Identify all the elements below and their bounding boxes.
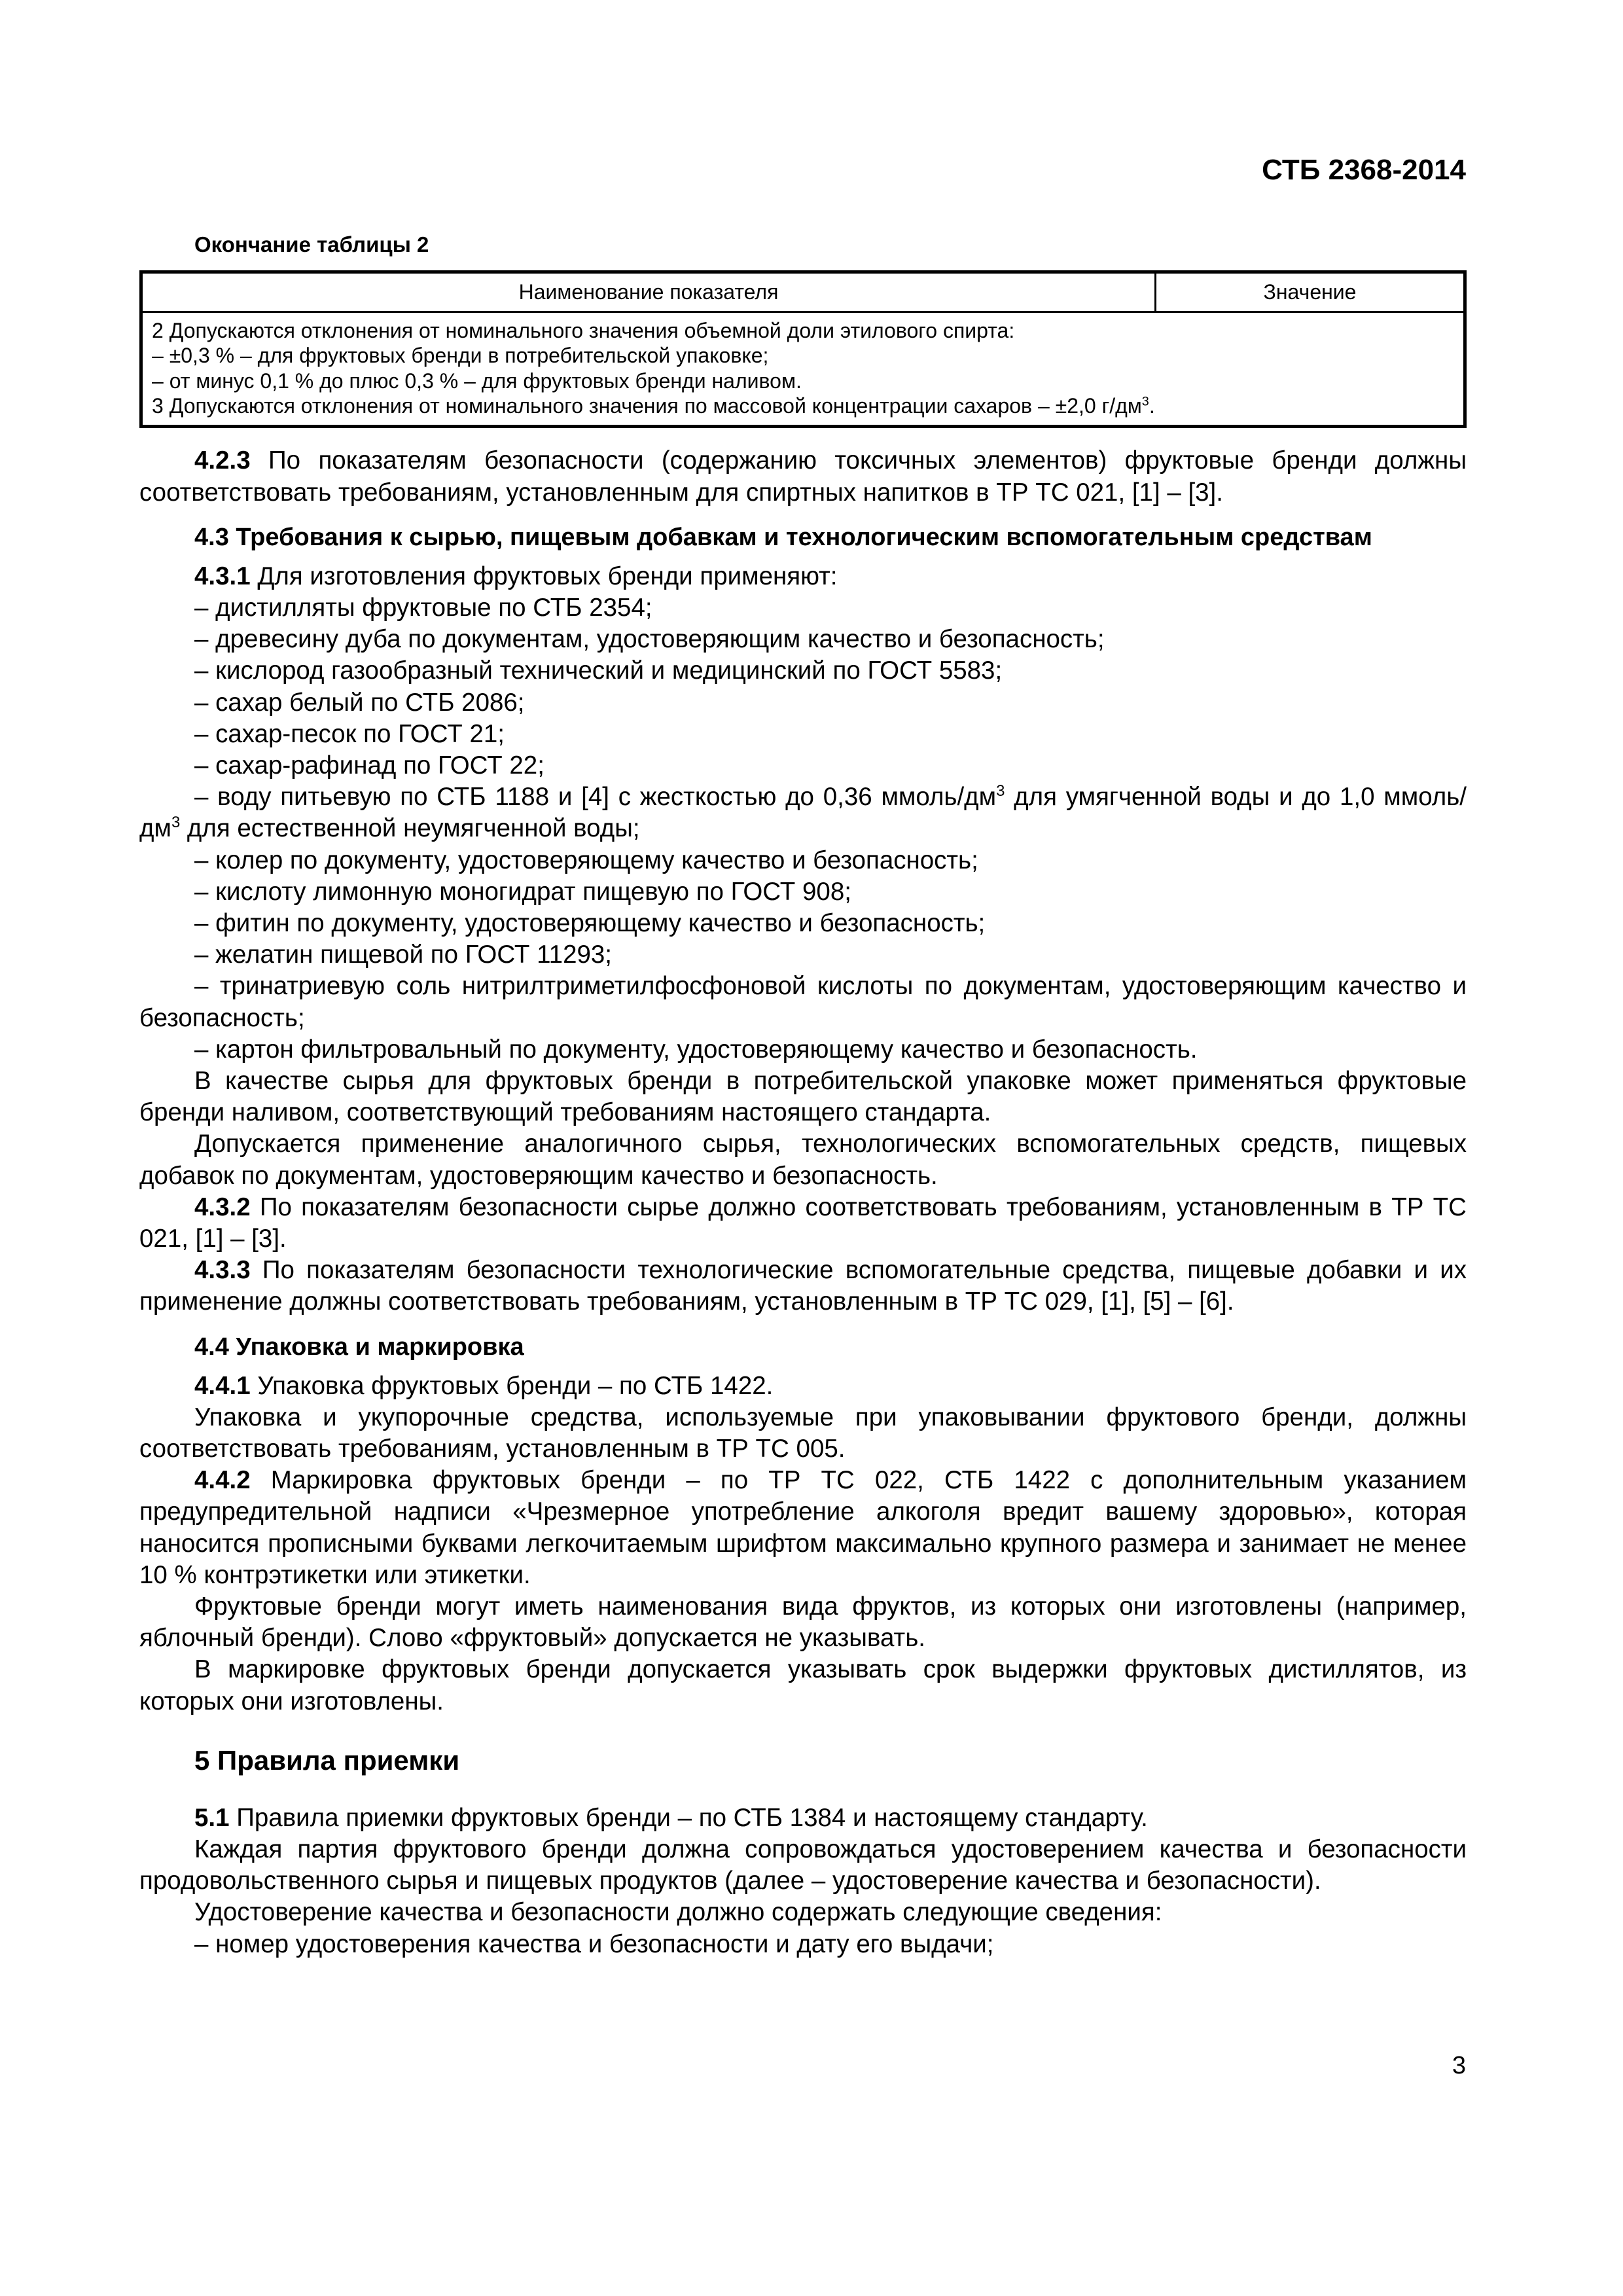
clause-number: 4.4.1 bbox=[194, 1371, 251, 1400]
clause-text: Маркировка фруктовых бренди – по ТР ТС 022, СТБ 1422 с дополнительным указанием предупредительной надписи «Чрезмерное употребление алкоголя вредит вашему здоровью», которая наносится прописными буквами легкочитаемым шрифтом максимально крупного размера и занимает не менее 10 % контрэтикетки или этикетки. bbox=[139, 1466, 1467, 1589]
water-text-3: для естественной неумягченной воды; bbox=[180, 814, 640, 843]
water-text-2: для умягченной воды и до 1,0 ммоль/дм bbox=[139, 783, 1467, 843]
table-caption: Окончание таблицы 2 bbox=[194, 232, 429, 257]
list-item: – кислоту лимонную моногидрат пищевую по ГОСТ 908; bbox=[194, 877, 851, 906]
table-notes-cell bbox=[141, 312, 1465, 427]
table-note bbox=[152, 393, 1454, 418]
clause-number: 4.3.1 bbox=[194, 562, 251, 590]
clause-text: Для изготовления фруктовых бренди применяют: bbox=[250, 562, 838, 590]
superscript: 3 bbox=[171, 814, 181, 832]
list-item: – кислород газообразный технический и медицинский по ГОСТ 5583; bbox=[194, 656, 1003, 685]
table-note: – ±0,3 % – для фруктовых бренди в потребительской упаковке; bbox=[152, 344, 769, 368]
header-indicator-name: Наименование показателя bbox=[141, 272, 1156, 312]
list-item: – сахар-рафинад по ГОСТ 22; bbox=[194, 751, 544, 780]
table-header-row bbox=[141, 272, 1465, 312]
section-4-3-heading: 4.3 Требования к сырью, пищевым добавкам и технологическим вспомогательным средствам bbox=[194, 523, 1372, 551]
table-note: – от минус 0,1 % до плюс 0,3 % – для фруктовых бренди наливом. bbox=[152, 368, 802, 393]
superscript: 3 bbox=[996, 782, 1005, 800]
paragraph-batch: Каждая партия фруктового бренди должна сопровождаться удостоверением качества и безопасности продовольственного сырья и пищевых продуктов (далее – удостоверение качества и безопасности). bbox=[139, 1835, 1467, 1895]
page-number: 3 bbox=[1452, 2052, 1466, 2079]
paragraph-aging: В маркировке фруктовых бренди допускается указывать срок выдержки фруктовых дистиллятов, из которых они изготовлены. bbox=[139, 1655, 1467, 1715]
table-note-text: 3 Допускаются отклонения от номинального значения по массовой концентрации сахаров – ±2,0 г/дм bbox=[152, 393, 1142, 418]
clause-number: 4.4.2 bbox=[194, 1466, 251, 1495]
paragraph-analog: Допускается применение аналогичного сырья, технологических вспомогательных средств, пищевых добавок по документам, удостоверяющим качество и безопасность. bbox=[139, 1130, 1467, 1190]
superscript: 3 bbox=[1141, 394, 1149, 409]
document-code: СТБ 2368-2014 bbox=[1262, 154, 1466, 186]
paragraph-fruit-names: Фруктовые бренди могут иметь наименования вида фруктов, из которых они изготовлены (например, яблочный бренди). Слово «фруктовый» допускается не указывать. bbox=[139, 1592, 1467, 1653]
list-item: – фитин по документу, удостоверяющему качество и безопасность; bbox=[194, 909, 986, 937]
table-notes-row bbox=[141, 312, 1465, 427]
section-4-4-heading: 4.4 Упаковка и маркировка bbox=[194, 1333, 524, 1361]
list-item: – колер по документу, удостоверяющему качество и безопасность; bbox=[194, 846, 978, 874]
list-item: – желатин пищевой по ГОСТ 11293; bbox=[194, 941, 612, 969]
clause-4-3-1 bbox=[139, 561, 1467, 592]
clause-4-3-3 bbox=[139, 1255, 1467, 1318]
list-item: – сахар белый по СТБ 2086; bbox=[194, 688, 525, 717]
list-item: – картон фильтровальный по документу, удостоверяющему качество и безопасность. bbox=[194, 1035, 1198, 1064]
clause-text: По показателям безопасности технологические вспомогательные средства, пищевые добавки и их применение должны соответствовать требованиям, установленным в ТР ТС 029, [1], [5] – [6]. bbox=[139, 1256, 1467, 1316]
clause-number: 4.3.3 bbox=[194, 1256, 251, 1285]
table-note-end: . bbox=[1149, 393, 1155, 418]
list-item: – номер удостоверения качества и безопасности и дату его выдачи; bbox=[194, 1929, 994, 1958]
list-item: – дистилляты фруктовые по СТБ 2354; bbox=[194, 593, 652, 622]
clause-text: По показателям безопасности (содержанию токсичных элементов) фруктовые бренди должны соответствовать требованиям, установленным для спиртных напитков в ТР ТС 021, [1] – [3]. bbox=[139, 446, 1467, 507]
section-5-heading: 5 Правила приемки bbox=[194, 1744, 460, 1776]
clause-4-2-3 bbox=[139, 445, 1467, 508]
paragraph-packaging: Упаковка и укупорочные средства, используемые при упаковывании фруктового бренди, должны соответствовать требованиям, установленным в ТР ТС 005. bbox=[139, 1403, 1467, 1463]
clause-4-4-2 bbox=[139, 1465, 1467, 1591]
paragraph-certificate: Удостоверение качества и безопасности должно содержать следующие сведения: bbox=[194, 1898, 1162, 1927]
clause-text: Упаковка фруктовых бренди – по СТБ 1422. bbox=[250, 1371, 774, 1400]
paragraph-raw-material: В качестве сырья для фруктовых бренди в потребительской упаковке может применяться фруктовые бренди наливом, соответствующий требованиям настоящего стандарта. bbox=[139, 1067, 1467, 1127]
clause-4-4-1 bbox=[139, 1371, 1467, 1402]
list-item-water bbox=[139, 781, 1467, 844]
clause-number: 4.3.2 bbox=[194, 1193, 251, 1221]
clause-4-3-2 bbox=[139, 1192, 1467, 1255]
clause-text: По показателям безопасности сырье должно соответствовать требованиям, установленным в ТР ТС 021, [1] – [3]. bbox=[139, 1193, 1467, 1253]
page-content bbox=[139, 232, 1467, 1960]
clause-number: 5.1 bbox=[194, 1803, 230, 1832]
table-note: 2 Допускаются отклонения от номинального значения объемной доли этилового спирта: bbox=[152, 318, 1015, 342]
list-item: – сахар-песок по ГОСТ 21; bbox=[194, 719, 505, 748]
water-text-1: – воду питьевую по СТБ 1188 и [4] с жесткостью до 0,36 ммоль/дм bbox=[194, 783, 997, 812]
list-item: – тринатриевую соль нитрилтриметилфосфоновой кислоты по документам, удостоверяющим качество и безопасность; bbox=[139, 972, 1467, 1032]
clause-number: 4.2.3 bbox=[194, 446, 251, 475]
header-value: Значение bbox=[1156, 272, 1465, 312]
clause-text: Правила приемки фруктовых бренди – по СТБ 1384 и настоящему стандарту. bbox=[229, 1803, 1148, 1832]
indicators-table bbox=[139, 270, 1467, 428]
clause-5-1 bbox=[139, 1803, 1467, 1834]
list-item: – древесину дуба по документам, удостоверяющим качество и безопасность; bbox=[194, 625, 1105, 654]
